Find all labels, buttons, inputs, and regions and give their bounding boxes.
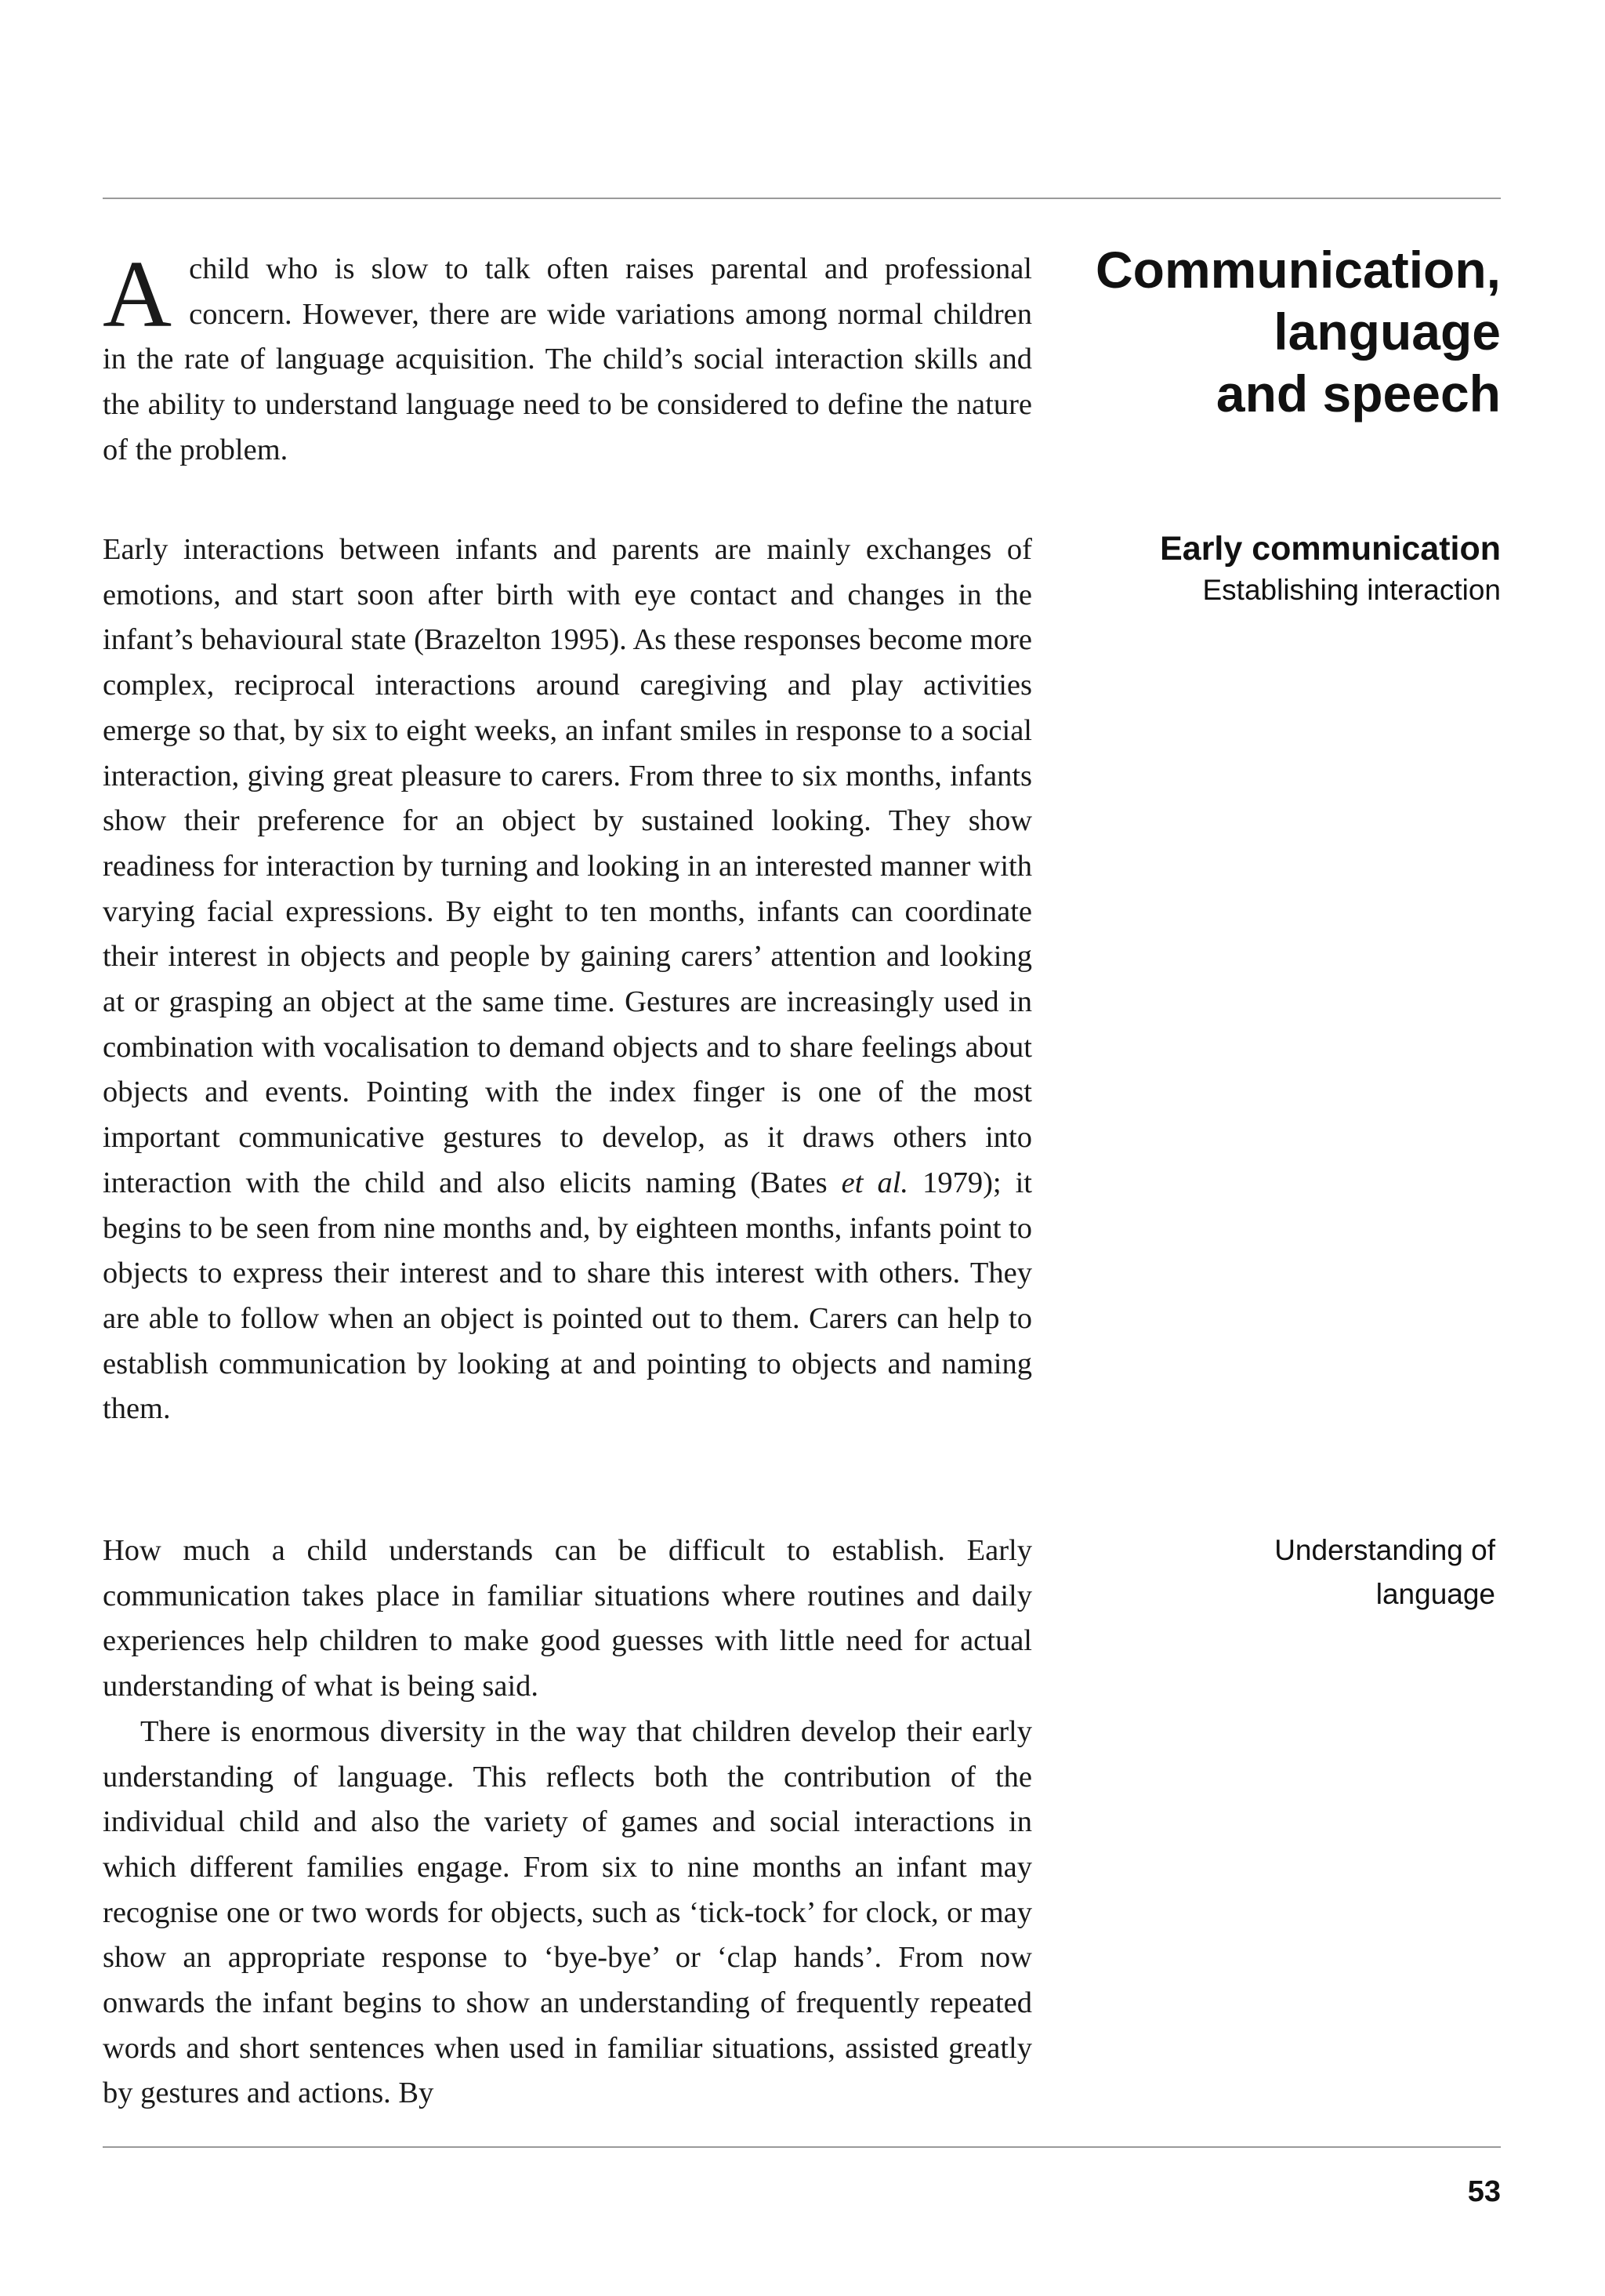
italic-citation: et al. bbox=[841, 1166, 909, 1199]
bottom-rule bbox=[103, 2146, 1501, 2148]
understanding-section bbox=[103, 1529, 1032, 2116]
understanding-sidehead-line-1: Understanding of bbox=[1274, 1534, 1495, 1566]
drop-cap: A bbox=[103, 241, 172, 347]
intro-paragraph bbox=[103, 241, 1032, 473]
understanding-paragraph-2: There is enormous diversity in the way that children develop their early understanding of language. This reflects both the contribution of the individual child and also the variety of games and social interactions in which different families engage. From six to nine months an infant may recognise one or two words for objects, such as ‘tick-tock’ for clock, or may show an appropriate response to ‘bye-bye’ or ‘clap hands’. From now onwards the infant begins to show an understanding of frequently repeated words and short sentences when used in familiar situations, assisted greatly by gestures and actions. By bbox=[103, 1714, 1032, 2110]
early-communication-sidehead bbox=[1031, 527, 1501, 610]
early-communication-paragraph bbox=[103, 528, 1032, 1432]
intro-text: child who is slow to talk often raises parental and professional concern. However, there are wide variations among normal children in the rate of language acquisition. The child’s social interaction skills and the ability to understand language need to be considered to define the nature of the problem. bbox=[103, 252, 1032, 466]
page-number: 53 bbox=[1467, 2175, 1501, 2208]
chapter-title-line-2: language bbox=[1273, 303, 1501, 361]
understanding-sidehead-line-2: language bbox=[1375, 1578, 1495, 1610]
chapter-title bbox=[1031, 239, 1501, 425]
chapter-title-line-3: and speech bbox=[1216, 365, 1501, 423]
chapter-title-line-1: Communication, bbox=[1095, 241, 1501, 299]
understanding-sidehead bbox=[1103, 1529, 1495, 1616]
section-subheading: Establishing interaction bbox=[1202, 574, 1501, 606]
top-rule bbox=[103, 198, 1501, 199]
early-text-part-1: Early interactions between infants and parents are mainly exchanges of emotions, and start soon after birth with eye contact and changes in the infant’s behavioural state (Brazelton 1995). As these responses become more complex, reciprocal interactions around caregiving and play activities emerge so that, by six to eight weeks, an infant smiles in response to a social interaction, giving great pleasure to carers. From three to six months, infants show their preference for an object by sustained looking. They show readiness for interaction by turning and looking in an interested manner with varying facial expressions. By eight to ten months, infants can coordinate their interest in objects and people by gaining carers’ attention and looking at or grasping an object at the same time. Gestures are increasingly used in combination with vocalisation to demand objects and to share feelings about objects and events. Pointing with the index finger is one of the most important communicative gestures to develop, as it draws others into interaction with the child and also elicits naming (Bates bbox=[103, 533, 1032, 1199]
early-text-part-2: 1979); it begins to be seen from nine months and, by eighteen months, infants point to objects to express their interest and to share this interest with others. They are able to follow when an object is pointed out to them. Carers can help to establish communication by looking at and pointing to objects and naming them. bbox=[103, 1166, 1032, 1426]
understanding-paragraph-1: How much a child understands can be difficult to establish. Early communication takes place in familiar situations where routines and daily experiences help children to make good guesses with little need for actual understanding of what is being said. bbox=[103, 1534, 1032, 1703]
section-heading: Early communication bbox=[1160, 530, 1501, 568]
